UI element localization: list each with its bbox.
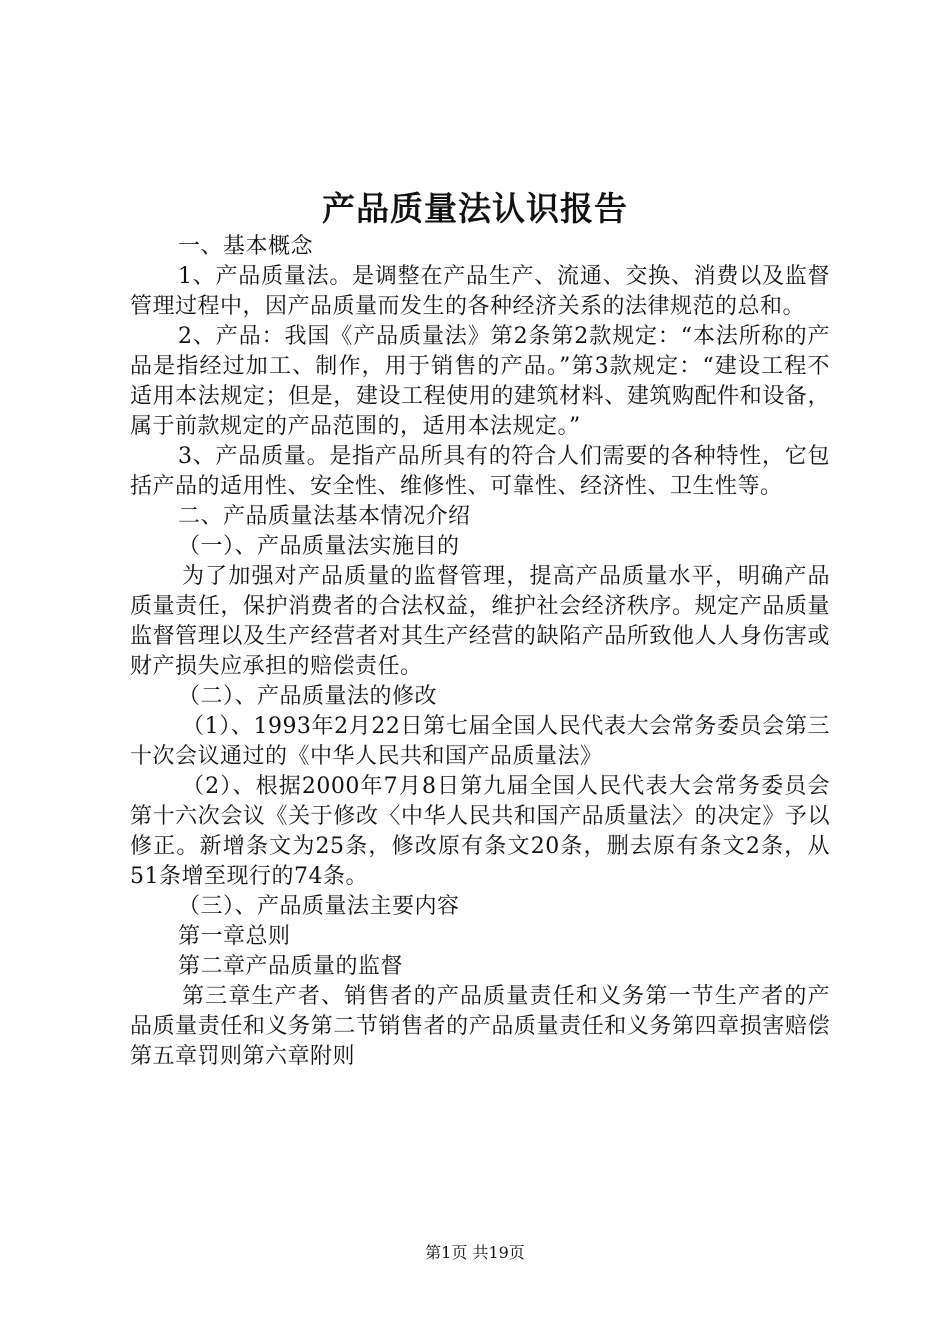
section-heading-basic-concepts: 一、基本概念 <box>178 234 314 259</box>
subsection-heading-main-content: （三）、产品质量法主要内容 <box>178 894 460 919</box>
chapter-item-general: 第一章总则 <box>178 924 291 949</box>
page-number-footer: 第1页 共19页 <box>425 1243 525 1262</box>
section-heading-law-overview: 二、产品质量法基本情况介绍 <box>178 504 471 529</box>
subsection-heading-amendment: （二）、产品质量法的修改 <box>178 684 438 709</box>
paragraph-definition-quality: 3、产品质量。是指产品所具有的符合人们需要的各种特性，它包括产品的适用性、安全性、维修性、可靠性、经济性、卫生性等。 <box>130 444 830 499</box>
document-body <box>130 232 830 1072</box>
paragraph-amendment-1993: （1）、1993年2月22日第七届全国人民代表大会常务委员会第三十次会议通过的《中华人民共和国产品质量法》 <box>130 714 830 769</box>
chapter-item-supervision: 第二章产品质量的监督 <box>178 954 404 979</box>
paragraph-definition-product: 2、产品：我国《产品质量法》第2条第2款规定：“本法所称的产品是指经过加工、制作，用于销售的产品。”第3款规定：“建设工程不适用本法规定；但是，建设工程使用的建筑材料、建筑购配件和设备，属于前款规定的产品范围的，适用本法规定。” <box>130 324 830 439</box>
paragraph-amendment-2000: （2）、根据2000年7月8日第九届全国人民代表大会常务委员会第十六次会议《关于修改〈中华人民共和国产品质量法〉的决定》予以修正。新增条文为25条，修改原有条文20条，删去原有条文2条，从51条增至现行的74条。 <box>130 774 830 889</box>
paragraph-definition-law: 1、产品质量法。是调整在产品生产、流通、交换、消费以及监督管理过程中，因产品质量而发生的各种经济关系的法律规范的总和。 <box>130 264 830 319</box>
document-title: 产品质量法认识报告 <box>322 189 628 228</box>
paragraph-purpose: 为了加强对产品质量的监督管理，提高产品质量水平，明确产品质量责任，保护消费者的合法权益，维护社会经济秩序。规定产品质量监督管理以及生产经营者对其生产经营的缺陷产品所致他人人身伤害或财产损失应承担的赔偿责任。 <box>130 564 830 679</box>
subsection-heading-purpose: （一）、产品质量法实施目的 <box>178 534 460 559</box>
chapter-item-remaining: 第三章生产者、销售者的产品质量责任和义务第一节生产者的产品质量责任和义务第二节销售者的产品质量责任和义务第四章损害赔偿第五章罚则第六章附则 <box>130 984 830 1069</box>
